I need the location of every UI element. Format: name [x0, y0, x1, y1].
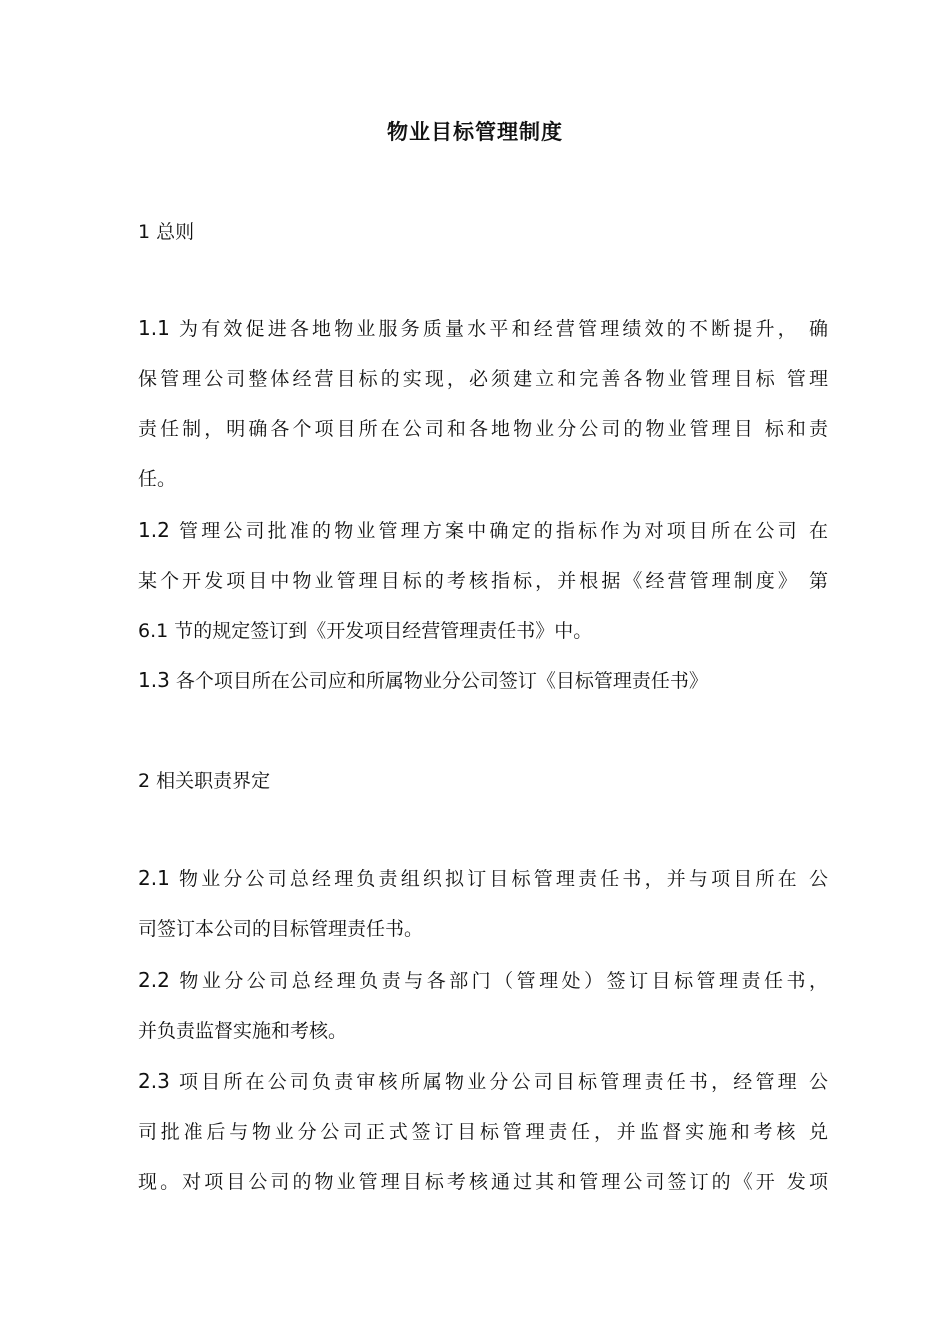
paragraph-2-2: [138, 955, 828, 1056]
paragraph-2-1: [138, 853, 828, 954]
paragraph-line: 1.2 管理公司批准的物业管理方案中确定的指标作为对项目所在公司 在: [138, 518, 828, 542]
paragraph-line: 某个开发项目中物业管理目标的考核指标，并根据《经营管理制度》 第: [138, 570, 828, 592]
paragraph-line: 1.1 为有效促进各地物业服务质量水平和经营管理绩效的不断提升， 确: [138, 316, 828, 340]
clause-number: 2.2: [138, 968, 170, 992]
clause-number: 2.3: [138, 1069, 170, 1093]
paragraph-1-2: [138, 505, 828, 656]
document-title: 物业目标管理制度: [387, 120, 563, 144]
section-1-heading: 1 总则: [138, 221, 195, 243]
paragraph-1-1: [138, 303, 828, 504]
clause-number: 2.1: [138, 866, 170, 890]
paragraph-line: 6.1 节的规定签订到《开发项目经营管理责任书》中。: [138, 620, 593, 642]
paragraph-line: 现。对项目公司的物业管理目标考核通过其和管理公司签订的《开 发项: [138, 1171, 828, 1193]
paragraph-line: 2.1 物业分公司总经理负责组织拟订目标管理责任书，并与项目所在 公: [138, 866, 828, 890]
paragraph-2-3: [138, 1056, 828, 1207]
paragraph-line: 1.3 各个项目所在公司应和所属物业分公司签订《目标管理责任书》: [138, 668, 708, 692]
paragraph-line: 司批准后与物业分公司正式签订目标管理责任，并监督实施和考核 兑: [138, 1121, 828, 1143]
section-2-heading: 2 相关职责界定: [138, 770, 271, 792]
paragraph-line: 并负责监督实施和考核。: [138, 1020, 348, 1042]
paragraph-line: 任。: [138, 468, 177, 490]
paragraph-line: 司签订本公司的目标管理责任书。: [138, 918, 424, 940]
clause-number: 1.3: [138, 668, 170, 692]
clause-number: 1.2: [138, 518, 170, 542]
paragraph-1-3: [138, 655, 828, 706]
paragraph-line: 保管理公司整体经营目标的实现，必须建立和完善各物业管理目标 管理: [138, 368, 828, 390]
clause-number: 1.1: [138, 316, 170, 340]
paragraph-line: 责任制，明确各个项目所在公司和各地物业分公司的物业管理目 标和责: [138, 418, 828, 440]
paragraph-line: 2.3 项目所在公司负责审核所属物业分公司目标管理责任书，经管理 公: [138, 1069, 828, 1093]
paragraph-line: 2.2 物业分公司总经理负责与各部门（管理处）签订目标管理责任书，: [138, 968, 828, 992]
